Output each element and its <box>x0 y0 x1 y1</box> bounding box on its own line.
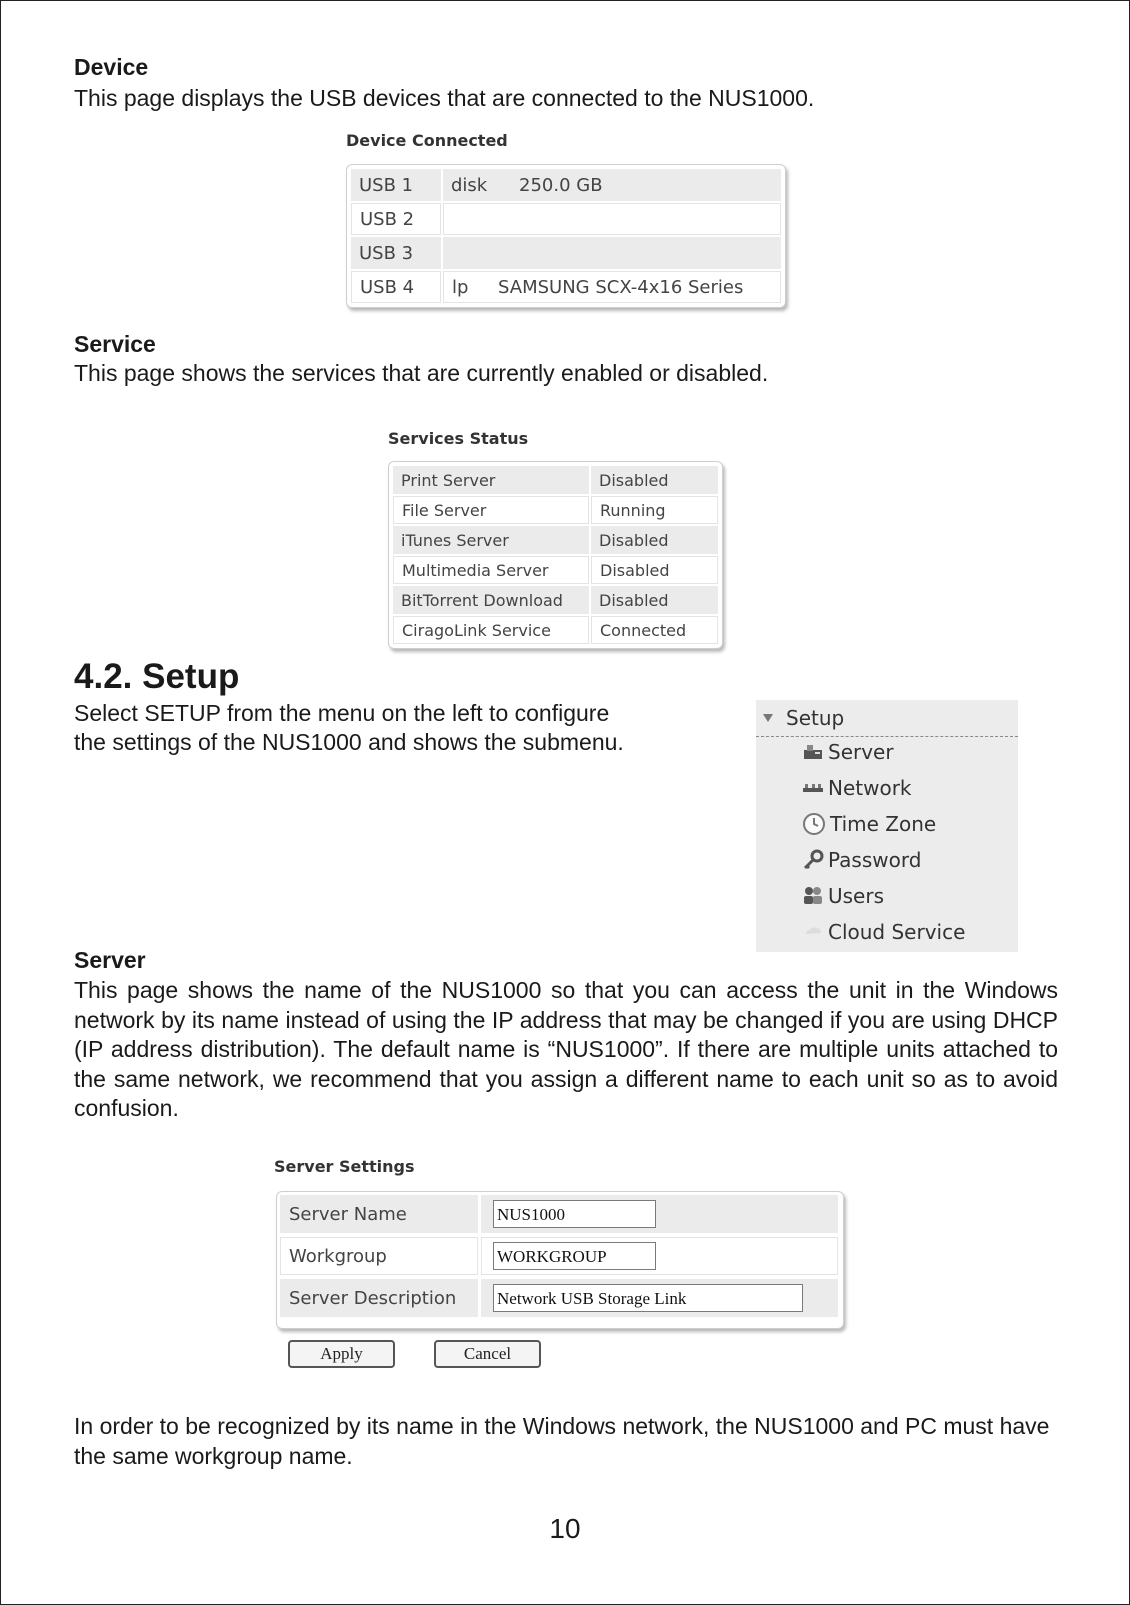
service-status: Disabled <box>591 556 718 584</box>
setup-menu <box>756 700 1018 952</box>
page-number: 10 <box>549 1513 581 1544</box>
server-description: This page shows the name of the NUS1000 so that you can access the unit in the Windows network by its name instead of using the IP address that may be changed if you are using DHCP (IP address distribution). The default name is “NUS1000”. If there are multiple units attached to the same network, we recommend that you assign a different name to each unit so as to avoid confusion. <box>74 977 1058 1121</box>
users-icon <box>802 885 824 907</box>
setup-description-line1: Select SETUP from the menu on the left to configure <box>74 700 610 726</box>
menu-item-server[interactable] <box>802 737 894 767</box>
table-row <box>350 168 782 202</box>
server-settings-form <box>276 1191 844 1329</box>
service-status: Disabled <box>591 526 718 554</box>
service-name: BitTorrent Download <box>393 586 589 614</box>
device-connected-title: Device Connected <box>346 131 508 150</box>
server-heading: Server <box>74 947 146 973</box>
workgroup-input[interactable]: WORKGROUP <box>493 1242 656 1270</box>
usb-device-cell <box>443 271 781 303</box>
service-status: Running <box>591 496 718 524</box>
table-row <box>350 270 782 304</box>
setup-menu-header[interactable] <box>756 700 1018 737</box>
menu-item-label: Users <box>828 884 885 908</box>
menu-item-label: Time Zone <box>830 812 937 836</box>
service-name: File Server <box>393 496 589 524</box>
table-row <box>392 555 719 585</box>
table-row <box>392 585 719 615</box>
server-settings-title: Server Settings <box>274 1157 415 1176</box>
service-status: Connected <box>591 616 718 644</box>
device-description: This page displays the USB devices that are connected to the NUS1000. <box>74 85 815 111</box>
server-name-label: Server Name <box>280 1195 478 1233</box>
cloud-icon <box>802 922 824 942</box>
service-name: Print Server <box>393 466 589 494</box>
services-status-title: Services Status <box>388 429 529 448</box>
usb-device-cell <box>443 237 781 269</box>
setup-description-line2: the settings of the NUS1000 and shows the submenu. <box>74 729 624 755</box>
setup-menu-title: Setup <box>786 706 845 730</box>
server-name-input[interactable]: NUS1000 <box>493 1200 656 1228</box>
service-status: Disabled <box>591 586 718 614</box>
server-description-label: Server Description <box>280 1279 478 1317</box>
workgroup-label: Workgroup <box>280 1237 478 1275</box>
menu-item-label: Server <box>828 740 894 764</box>
cancel-button[interactable]: Cancel <box>434 1340 541 1368</box>
usb-device-type: lp <box>452 276 469 298</box>
service-name: iTunes Server <box>393 526 589 554</box>
network-icon <box>802 778 824 798</box>
workgroup-note: In order to be recognized by its name in the Windows network, the NUS1000 and PC must have the same workgroup name. <box>74 1413 1050 1469</box>
service-heading: Service <box>74 331 156 357</box>
usb-port-label: USB 4 <box>351 271 441 303</box>
usb-port-label: USB 3 <box>351 237 441 269</box>
table-row <box>392 525 719 555</box>
menu-item-users[interactable] <box>802 881 884 911</box>
apply-button[interactable]: Apply <box>288 1340 395 1368</box>
usb-device-info: SAMSUNG SCX-4x16 Series <box>498 276 744 298</box>
menu-item-password[interactable] <box>802 845 921 875</box>
service-name: CiragoLink Service <box>393 616 589 644</box>
usb-port-label: USB 2 <box>351 203 441 235</box>
table-row <box>350 202 782 236</box>
usb-device-cell <box>443 203 781 235</box>
device-connected-table <box>346 164 786 308</box>
usb-device-type: disk <box>451 174 488 196</box>
menu-item-time-zone[interactable] <box>802 809 936 839</box>
menu-item-cloud-service[interactable] <box>802 917 965 947</box>
services-status-table <box>388 461 723 649</box>
key-icon <box>802 849 824 871</box>
triangle-down-icon <box>762 713 774 723</box>
service-description: This page shows the services that are currently enabled or disabled. <box>74 360 769 386</box>
clock-icon <box>802 812 826 836</box>
device-heading: Device <box>74 54 149 80</box>
table-row <box>392 495 719 525</box>
usb-device-info: 250.0 GB <box>519 174 603 196</box>
menu-item-label: Password <box>828 848 922 872</box>
table-row <box>392 465 719 495</box>
menu-item-label: Network <box>828 776 912 800</box>
server-description-input[interactable]: Network USB Storage Link <box>493 1284 803 1312</box>
table-row <box>392 615 719 645</box>
usb-port-label: USB 1 <box>351 169 441 201</box>
server-icon <box>802 742 824 762</box>
setup-heading: 4.2. Setup <box>74 657 240 696</box>
menu-item-network[interactable] <box>802 773 912 803</box>
service-status: Disabled <box>591 466 718 494</box>
service-name: Multimedia Server <box>393 556 589 584</box>
menu-item-label: Cloud Service <box>828 920 966 944</box>
usb-device-cell <box>443 169 781 201</box>
table-row <box>350 236 782 270</box>
